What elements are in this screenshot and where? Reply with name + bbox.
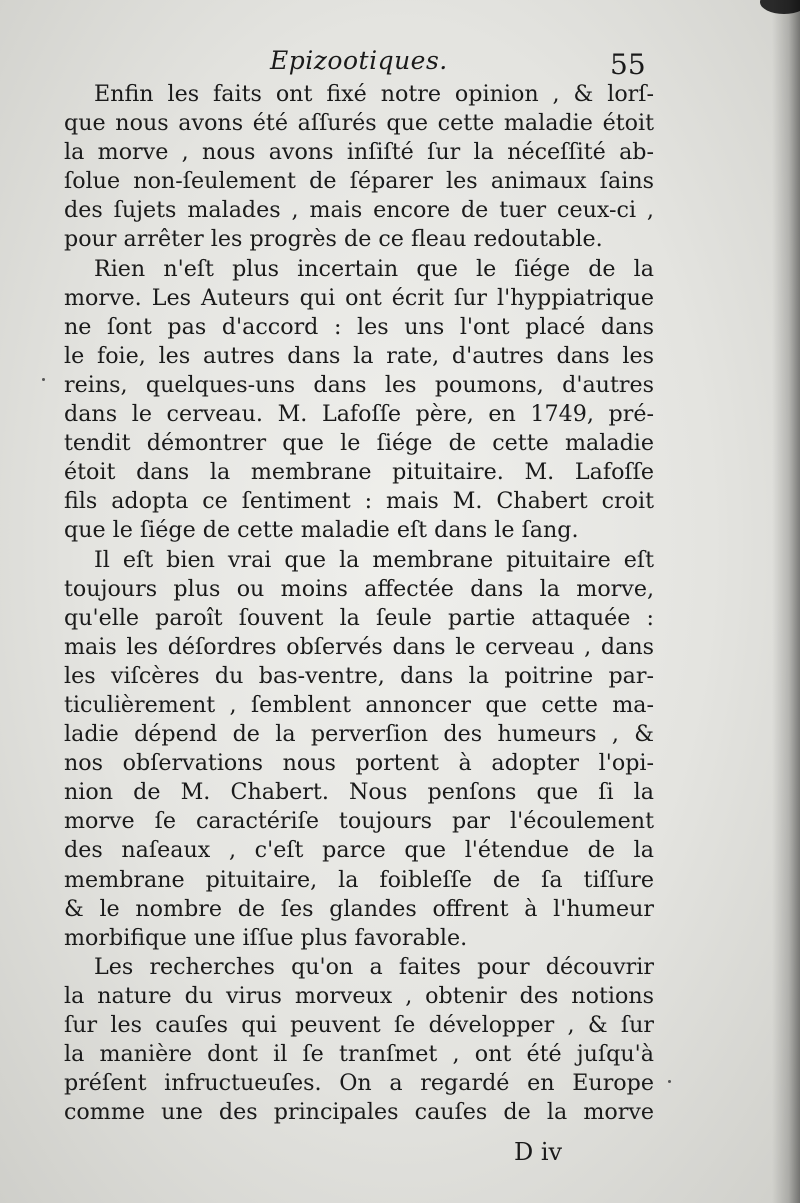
text-line: Enfin les faits ont fixé notre opinion , & lorſ- [94, 81, 654, 107]
text-line: nos obſervations nous portent à adopter l'opi- [64, 750, 654, 777]
text-line: nion de M. Chabert. Nous penſons que ſi la [64, 779, 654, 806]
ink-speck [668, 1080, 671, 1083]
text-line: ſur les cauſes qui peuvent ſe développer , & ſur [64, 1012, 654, 1038]
running-title: Epizootiques. [270, 46, 448, 75]
text-line: pour arrêter les progrès de ce fleau redoutable. [64, 226, 603, 253]
text-line: morbifique une iſſue plus favorable. [64, 924, 468, 951]
text-line: préſent infructueuſes. On a regardé en Europe [64, 1070, 654, 1097]
paragraph-4 [64, 953, 654, 1128]
text-line: Rien n'eſt plus incertain que le ſiége de la [94, 255, 654, 282]
text-line: ticulièrement , ſemblent annoncer que cette ma- [64, 691, 654, 718]
page-header [0, 42, 800, 82]
text-line: membrane pituitaire, la foibleſſe de ſa tiſſure [64, 866, 654, 893]
text-line: morve. Les Auteurs qui ont écrit ſur l'hyppiatrique [64, 284, 654, 311]
text-line: morve ſe caractériſe toujours par l'écoulement [64, 808, 654, 835]
text-line: fils adopta ce ſentiment : mais M. Chabert croit [64, 488, 654, 515]
text-line: que le ſiége de cette maladie eſt dans le ſang. [64, 517, 579, 544]
text-line: la manière dont il ſe tranſmet , ont été juſqu'à [64, 1041, 654, 1068]
text-line: la morve , nous avons inſiſté ſur la néceſſité ab- [64, 139, 654, 166]
text-line: qu'elle paroît ſouvent la ſeule partie attaquée : [64, 604, 654, 631]
text-line: ne ſont pas d'accord : les uns l'ont placé dans [64, 313, 654, 340]
paragraph-2 [64, 255, 654, 546]
paragraph-3 [64, 546, 654, 953]
page-edge-shadow [772, 0, 800, 1203]
ink-speck [42, 378, 45, 381]
text-line: tendit démontrer que le ſiége de cette maladie [64, 430, 654, 457]
text-line: Il eſt bien vrai que la membrane pituitaire eſt [94, 546, 654, 573]
text-line: que nous avons été aſſurés que cette maladie étoit [64, 110, 654, 137]
text-line: le foie, les autres dans la rate, d'autres dans les [64, 342, 654, 369]
text-line: Les recherches qu'on a faites pour découvrir [94, 953, 654, 980]
signature-mark: D iv [514, 1138, 563, 1166]
text-line: des ſujets malades , mais encore de tuer ceux-ci , [64, 197, 654, 224]
text-line: reins, quelques-uns dans les poumons, d'autres [64, 371, 654, 398]
text-line: des naſeaux , c'eſt parce que l'étendue de la [64, 837, 654, 864]
text-line: mais les déſordres obſervés dans le cerveau , dans [64, 633, 654, 660]
text-line: la nature du virus morveux , obtenir des notions [64, 982, 654, 1009]
text-line: dans le cerveau. M. Lafoſſe père, en 1749, pré- [64, 401, 654, 428]
text-line: comme une des principales cauſes de la morve [64, 1099, 654, 1126]
text-line: & le nombre de ſes glandes offrent à l'humeur [64, 895, 654, 922]
page-number: 55 [610, 48, 646, 81]
text-line: ladie dépend de la perverſion des humeurs , & [64, 721, 654, 748]
text-line: étoit dans la membrane pituitaire. M. Lafoſſe [64, 459, 654, 486]
text-line: les viſcères du bas-ventre, dans la poitrine par- [64, 662, 654, 689]
text-line: ſolue non-ſeulement de ſéparer les animaux ſains [64, 168, 654, 195]
body-text [64, 80, 654, 1127]
text-line: toujours plus ou moins affectée dans la morve, [64, 575, 654, 602]
paragraph-1 [64, 80, 654, 255]
